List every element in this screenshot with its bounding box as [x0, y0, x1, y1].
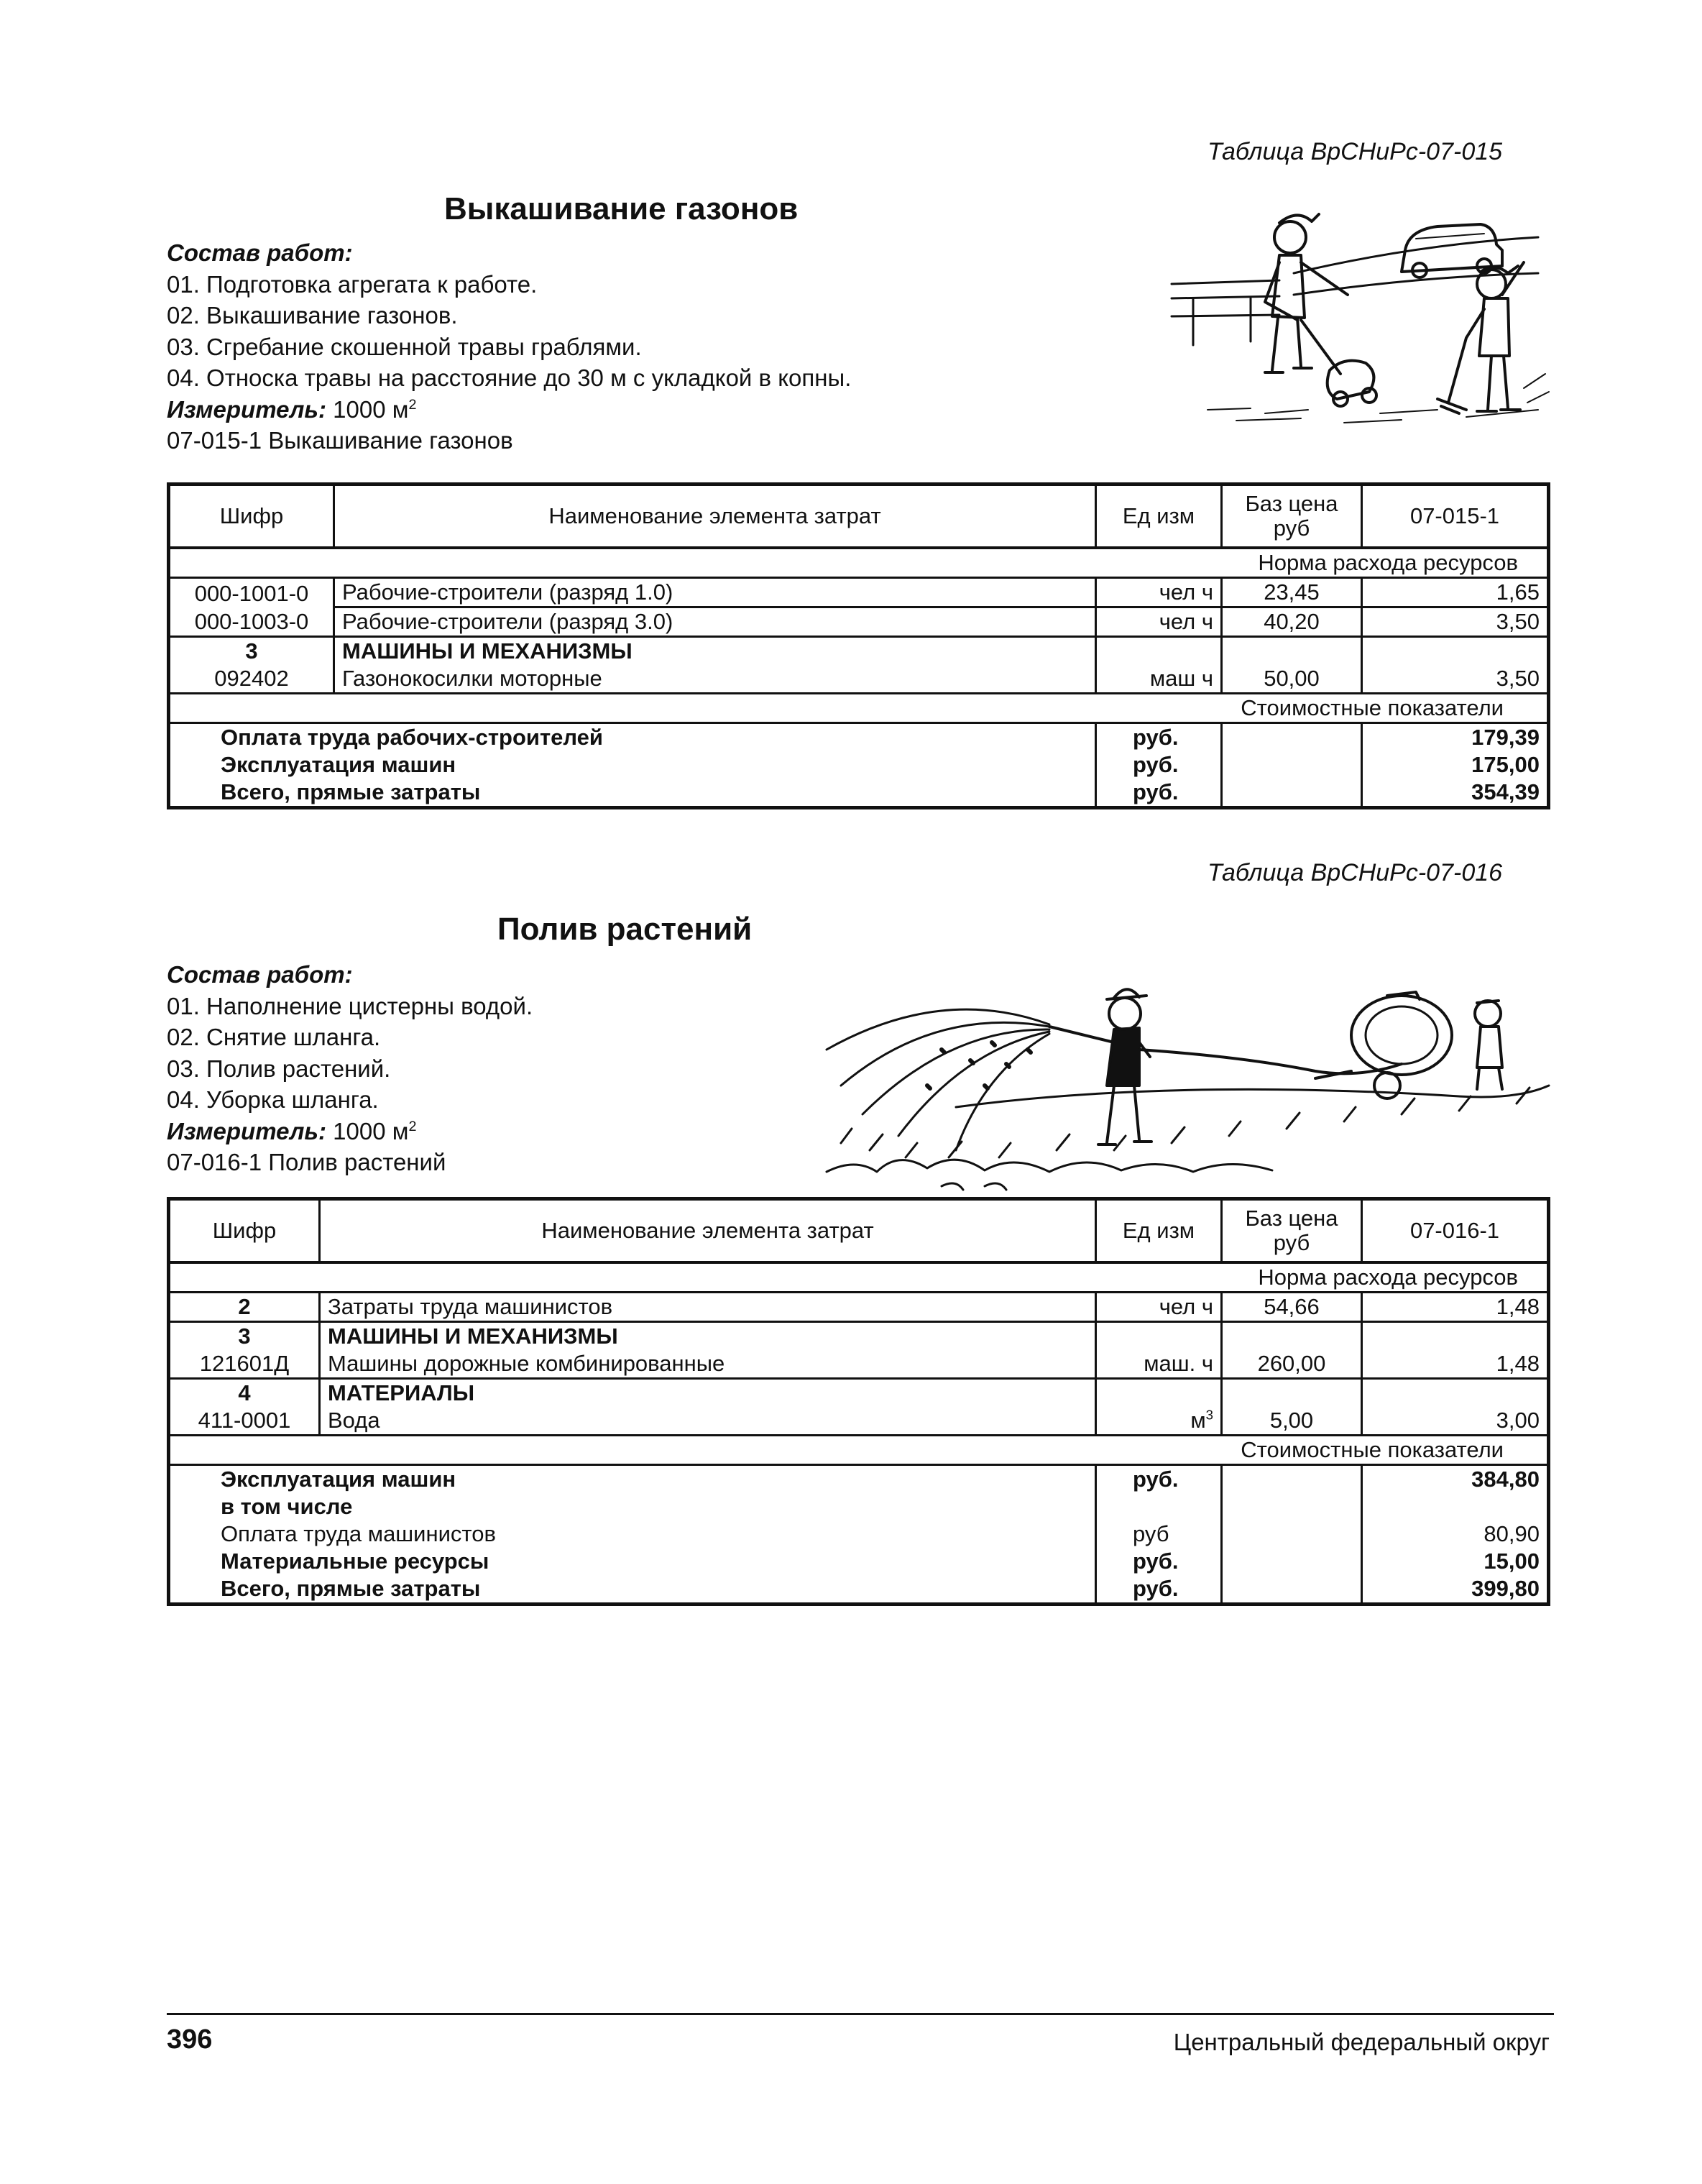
- table-row: 3 МАШИНЫ И МЕХАНИЗМЫ: [169, 637, 1549, 666]
- header-unit: Ед изм: [1096, 1199, 1222, 1263]
- work-item: 03. Сгребание скошенной травы граблями.: [167, 333, 642, 360]
- work-item: 02. Снятие шланга.: [167, 1024, 381, 1050]
- work-header: Состав работ:: [167, 961, 353, 988]
- summary-row: Эксплуатация машин руб. 384,80: [169, 1465, 1549, 1494]
- summary-row: в том числе: [169, 1493, 1549, 1520]
- watering-illustration: [812, 942, 1552, 1193]
- work-item: 01. Наполнение цистерны водой.: [167, 992, 533, 1019]
- table-row: 4 МАТЕРИАЛЫ: [169, 1379, 1549, 1408]
- measure-line: Измеритель: 1000 $м^2$: [167, 1117, 417, 1144]
- work-item: 03. Полив растений.: [167, 1055, 391, 1082]
- work-composition-07-015: [167, 237, 851, 456]
- summary-row: Всего, прямые затраты руб. 399,80: [169, 1575, 1549, 1605]
- norm-header: Норма расхода ресурсов: [320, 1262, 1549, 1293]
- table-row: 3 МАШИНЫ И МЕХАНИЗМЫ: [169, 1322, 1549, 1351]
- table-row: 000-1003-0 Рабочие-строители (разряд 3.0) чел ч 40,20 3,50: [169, 607, 1549, 637]
- measure-line: Измеритель: 1000 $м^2$: [167, 395, 417, 423]
- header-code: Шифр: [169, 1199, 320, 1263]
- code-line: 07-016-1 Полив растений: [167, 1149, 446, 1175]
- header-name: Наименование элемента затрат: [320, 1199, 1096, 1263]
- cost-header: Стоимостные показатели: [320, 1436, 1549, 1465]
- section-title-watering: Полив растений: [497, 912, 753, 947]
- summary-row: Всего, прямые затраты руб. 354,39: [169, 779, 1549, 808]
- header-price: Баз цена руб: [1222, 1199, 1362, 1263]
- table-row: 000-1001-0 Рабочие-строители (разряд 1.0) чел ч 23,45 1,65: [169, 578, 1549, 607]
- header-column-code: 07-016-1: [1362, 1199, 1549, 1263]
- table-row: 092402 Газонокосилки моторные маш ч 50,00 3,50: [169, 665, 1549, 694]
- work-item: 04. Уборка шланга.: [167, 1086, 379, 1113]
- table-label-07-015: Таблица ВрСНиРс-07-015: [1208, 138, 1503, 165]
- table-label-07-016: Таблица ВрСНиРс-07-016: [1208, 859, 1503, 886]
- summary-row: Материальные ресурсы руб. 15,00: [169, 1548, 1549, 1575]
- work-composition-07-016: [167, 959, 533, 1178]
- work-header: Состав работ:: [167, 239, 353, 266]
- table-row: 2 Затраты труда машинистов чел ч 54,66 1,48: [169, 1293, 1549, 1322]
- work-item: 04. Относка травы на расстояние до 30 м с укладкой в копны.: [167, 364, 852, 391]
- summary-row: Эксплуатация машин руб. 175,00: [169, 751, 1549, 779]
- norm-header: Норма расхода ресурсов: [334, 548, 1549, 578]
- cost-header: Стоимостные показатели: [334, 694, 1549, 723]
- summary-row: Оплата труда машинистов руб 80,90: [169, 1520, 1549, 1548]
- resource-table-07-015: [167, 482, 1550, 809]
- page-number: 396: [167, 2024, 213, 2055]
- resource-table-07-016: [167, 1197, 1550, 1606]
- work-item: 01. Подготовка агрегата к работе.: [167, 270, 538, 298]
- header-code: Шифр: [169, 485, 334, 549]
- header-column-code: 07-015-1: [1362, 485, 1549, 549]
- section-title-mowing: Выкашивание газонов: [444, 191, 799, 226]
- footer-region: Центральный федеральный округ: [1173, 2029, 1550, 2055]
- work-item: 02. Выкашивание газонов.: [167, 302, 458, 329]
- header-unit: Ед изм: [1096, 485, 1222, 549]
- table-row: 411-0001 Вода $м^3$ 5,00 3,00: [169, 1407, 1549, 1436]
- table-row: 121601Д Машины дорожные комбинированные маш. ч 260,00 1,48: [169, 1350, 1549, 1379]
- header-price: Баз цена руб: [1222, 485, 1362, 549]
- mowing-illustration: [1164, 194, 1552, 431]
- footer-divider: [167, 2013, 1554, 2015]
- code-line: 07-015-1 Выкашивание газонов: [167, 427, 513, 454]
- header-name: Наименование элемента затрат: [334, 485, 1096, 549]
- summary-row: Оплата труда рабочих-строителей руб. 179,39: [169, 723, 1549, 752]
